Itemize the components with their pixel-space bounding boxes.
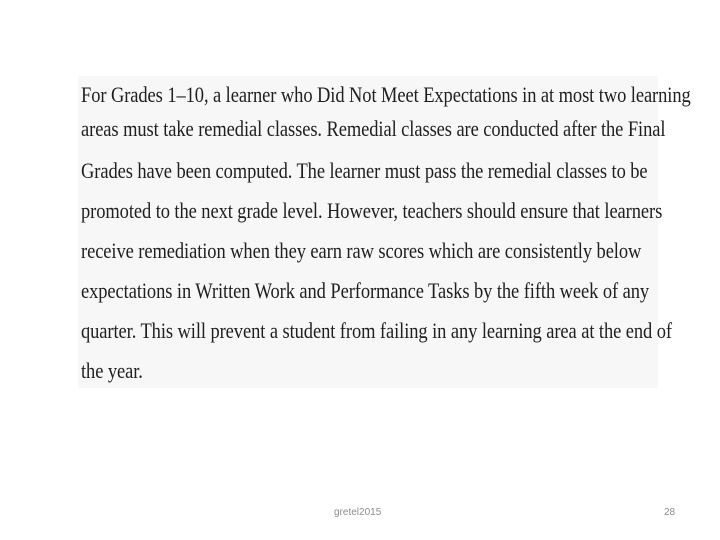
passage-line-7: quarter. This will prevent a student from failing in any learning area at the end of bbox=[81, 318, 672, 343]
passage-line-3: Grades have been computed. The learner must pass the remedial classes to be bbox=[81, 158, 648, 183]
page-number: 28 bbox=[664, 507, 676, 518]
passage-image bbox=[78, 76, 691, 388]
footer-text: gretel2015 bbox=[334, 507, 382, 518]
passage-line-1: For Grades 1–10, a learner who Did Not Meet Expectations in at most two learning bbox=[81, 82, 691, 107]
passage-line-2: areas must take remedial classes. Remedial classes are conducted after the Final bbox=[81, 116, 666, 141]
passage-line-5: receive remediation when they earn raw scores which are consistently below bbox=[81, 238, 642, 263]
passage-line-4: promoted to the next grade level. However, teachers should ensure that learners bbox=[81, 198, 663, 223]
passage-line-8: the year. bbox=[81, 358, 143, 383]
passage-line-6: expectations in Written Work and Performance Tasks by the fifth week of any bbox=[81, 278, 650, 303]
